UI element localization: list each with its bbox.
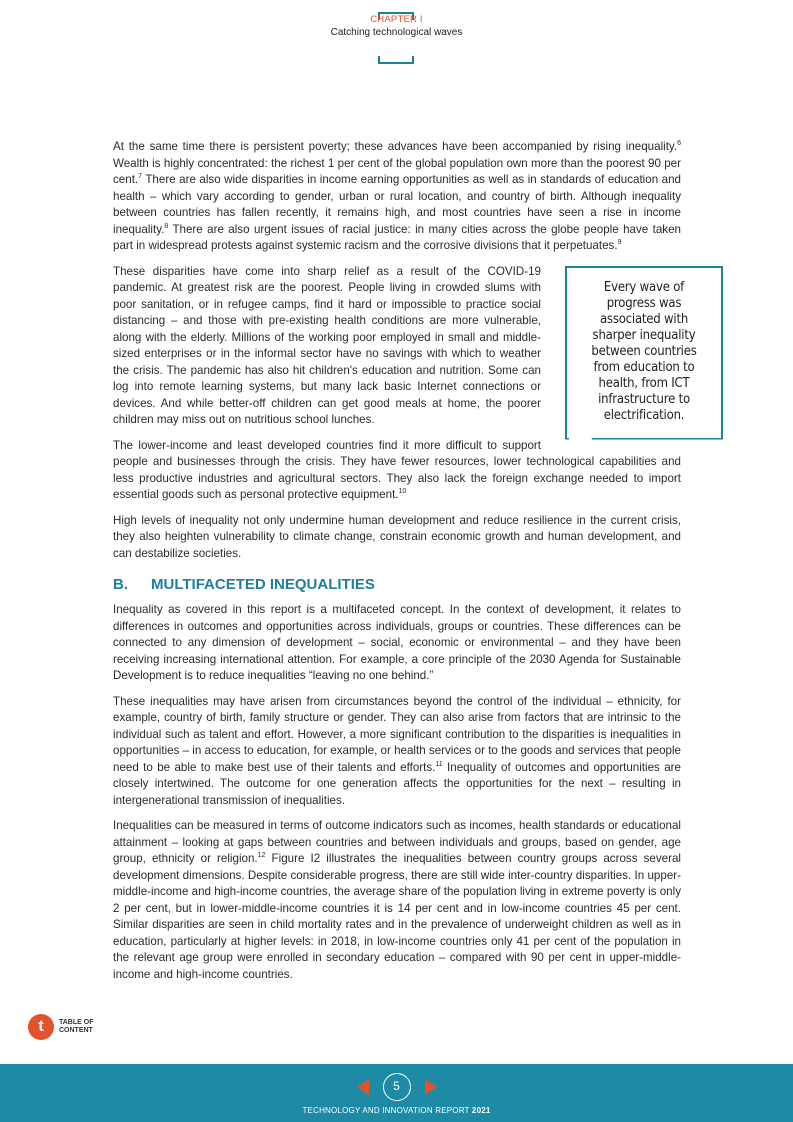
main-content — [113, 139, 697, 992]
wrap-block — [113, 264, 697, 504]
footnote-ref[interactable]: 12 — [257, 852, 266, 860]
paragraph-6: These inequalities may have arisen from circumstances beyond the control of the individual – ethnicity, for example, country of birth, family structure or gender. They can also arise from factors that are intrinsic to the individual such as talent and effort. However, a more significant contribution to the disparities is inequalities in opportunities – in access to education, for example, or health services or to the goods and services that people need to be able to make best use of their talents and efforts.$^{11}$ Inequality of outcomes and opportunities are closely intertwined. The outcome for one generation affects the opportunities for the next – resulting in intergenerational transmission of inequalities. — [113, 694, 681, 807]
footnote-ref[interactable]: 10 — [398, 488, 407, 496]
pull-quote-box — [565, 266, 723, 436]
paragraph-5: Inequality as covered in this report is a multifaceted concept. In the context of development, it relates to differences in outcomes and opportunities across individuals, groups or countries. These differences can be connected to any dimension of development – social, economic or environmental – and they have been receiving increasing international attention. For example, a core principle of the 2030 Agenda for Sustainable Development is to reduce inequalities “leaving no one behind.” — [113, 603, 681, 682]
previous-page-arrow-icon[interactable] — [357, 1079, 369, 1095]
footnote-ref[interactable]: 11 — [435, 760, 443, 768]
paragraph-7: Inequalities can be measured in terms of outcome indicators such as incomes, health standards or educational attainment – looking at gaps between countries and between individuals and groups, based on gender, age group, ethnicity or religion.$^{12}$ Figure I2 illustrates the inequalities between country groups across several development dimensions. Despite considerable progress, there are still wide inter-country disparities. In upper-middle-income and high-income countries, the average share of the population living in extreme poverty is only 2 per cent, but in lower-middle-income countries it is 14 per cent and in low-income countries 45 per cent. Similar disparities are seen in child mortality rates and in the prevalence of underweight children as well as in education, particularly at higher levels: in 2018, in low-income countries only 41 per cent of the population in the relevant age group were enrolled in secondary education – compared with 90 per cent in upper-middle-income and high-income countries. — [113, 819, 681, 981]
section-heading — [113, 576, 681, 594]
paragraph-3: The lower-income and least developed countries find it more difficult to support people and businesses through the crisis. They have fewer resources, lower technological capabilities and less productive industries and agricultural sectors. They also lack the foreign exchange needed to import essential goods such as personal protective equipment.$^{10}$ — [113, 438, 681, 501]
footnote-ref[interactable]: 9 — [617, 239, 622, 247]
toc-icon[interactable]: t — [28, 1014, 54, 1040]
page-navigation — [0, 1072, 793, 1102]
page-number: 5 — [383, 1073, 411, 1101]
pull-quote-text: Every wave of progress was associated with sharper inequality between countries from education to health, from ICT infrastructure to electrification. — [591, 279, 697, 423]
chapter-label: CHAPTER I — [370, 14, 423, 25]
next-page-arrow-icon[interactable] — [425, 1079, 437, 1095]
footer-bar — [0, 1064, 793, 1122]
header-bracket-bottom — [378, 56, 414, 64]
report-title: TECHNOLOGY AND INNOVATION REPORT 2021 — [302, 1106, 491, 1115]
paragraph-2: These disparities have come into sharp relief as a result of the COVID-19 pandemic. At greatest risk are the poorest. People living in crowded slums with poor sanitation, or in refugee camps, find it hard or impossible to practice social distancing – and those with pre-existing health conditions are more vulnerable, along with the elderly. Millions of the working poor employed in small and middle-sized enterprises or in the informal sector have no savings with which to weather the crisis. The pandemic has also hit children's education and nutrition. Some can log into remote learning systems, but many lack basic Internet connections or devices. And while better-off children can get good meals at home, the poorer children may miss out on nutritious school lunches. — [113, 264, 541, 426]
footnote-ref[interactable]: 7 — [138, 173, 143, 181]
table-of-content-button[interactable] — [28, 1014, 109, 1040]
section-title: MULTIFACETED INEQUALITIES — [151, 576, 375, 593]
paragraph-4: High levels of inequality not only undermine human development and reduce resilience in the current crisis, they also heighten vulnerability to climate change, constrain economic growth and human development, and can destabilize societies. — [113, 513, 681, 560]
footnote-ref[interactable]: 8 — [164, 222, 169, 230]
chapter-title: Catching technological waves — [330, 27, 463, 38]
toc-label[interactable]: TABLE OF CONTENT — [59, 1018, 94, 1034]
section-letter: B. — [113, 576, 128, 593]
footnote-ref[interactable]: 6 — [677, 140, 681, 148]
paragraph-1: At the same time there is persistent poverty; these advances have been accompanied by rising inequality.$^6$ Wealth is highly concentrated: the richest 1 per cent of the global population own more than the poorest 90 per cent.$^7$ There are also wide disparities in income earning opportunities as well as in standards of education and health – which vary according to gender, urban or rural location, and country of birth. Although inequality between countries has fallen recently, it remains high, and most countries have seen a rise in income inequality.$^8$ There are also urgent issues of racial justice: in many cities across the globe people have taken part in widespread protests against systemic racism and the corrosive divisions that it perpetuates.$^9$ — [113, 140, 681, 252]
